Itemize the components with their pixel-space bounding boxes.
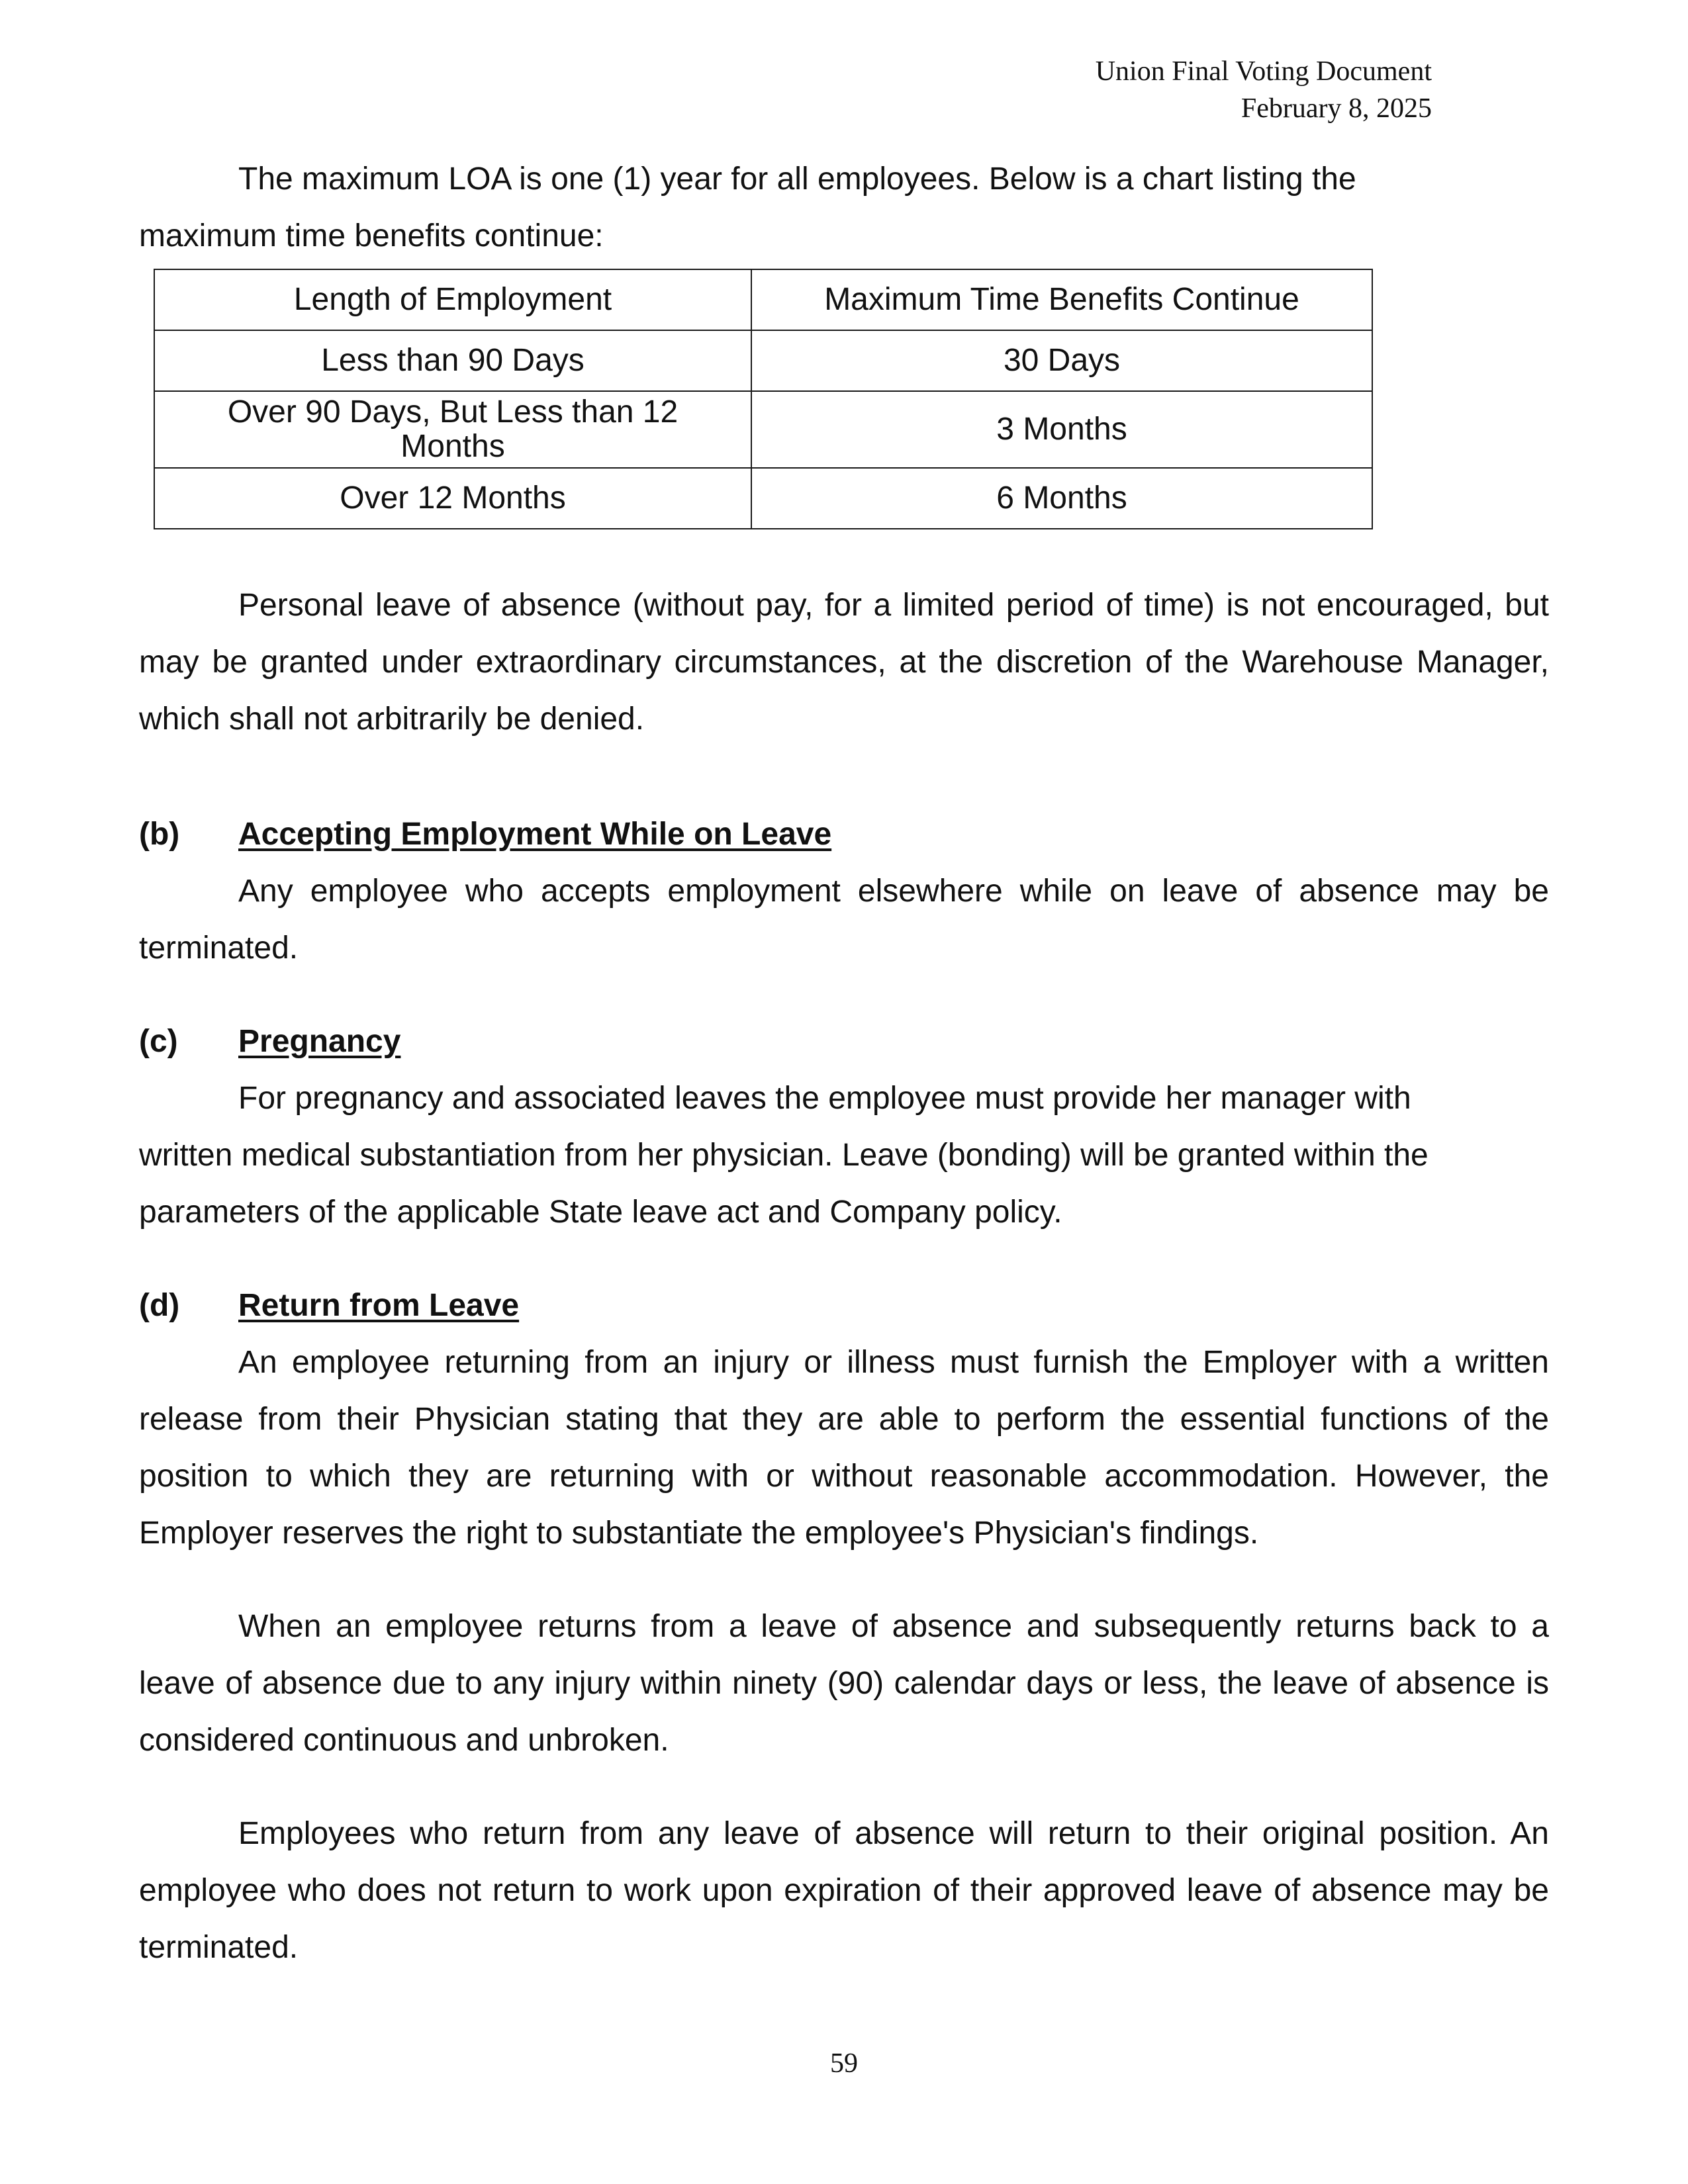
section-c-paragraph: For pregnancy and associated leaves the employee must provide her manager with written medical substantiation from her physician. Leave (bonding) will be granted within the parameters of the applicable State leave act and Company policy. [139, 1081, 1429, 1230]
intro-paragraph: The maximum LOA is one (1) year for all employees. Below is a chart listing the maximum time benefits continue: [139, 161, 1356, 253]
table-row [154, 391, 1372, 468]
section-b-paragraph: Any employee who accepts employment elsewhere while on leave of absence may be terminated. [139, 874, 1549, 966]
section-title: Return from Leave [238, 1288, 520, 1323]
benefits-table [154, 269, 1373, 529]
section-letter: (d) [139, 1288, 180, 1323]
table-row [154, 468, 1372, 529]
table-header-row [154, 269, 1372, 330]
personal-leave-paragraph: Personal leave of absence (without pay, for a limited period of time) is not encouraged, but may be granted under extraordinary circumstances, at the discretion of the Warehouse Manager, which shall not arbitrarily be denied. [139, 588, 1549, 737]
table-cell: 30 Days [751, 330, 1372, 391]
section-letter: (c) [139, 1024, 178, 1059]
table-cell: 6 Months [751, 468, 1372, 529]
section-d-paragraph: Employees who return from any leave of absence will return to their original position. An employee who does not return to work upon expiration of their approved leave of absence may be terminated. [139, 1816, 1549, 1965]
section-title: Accepting Employment While on Leave [238, 817, 832, 852]
table-header-cell: Maximum Time Benefits Continue [751, 269, 1372, 330]
table-cell: 3 Months [751, 391, 1372, 468]
table-cell-text: Over 90 Days, But Less than 12 Months [227, 394, 679, 464]
section-letter: (b) [139, 817, 180, 852]
page-number: 59 [830, 2048, 858, 2079]
section-d-paragraph: When an employee returns from a leave of absence and subsequently returns back to a leave of absence due to any injury within ninety (90) calendar days or less, the leave of absence is considered continuous and unbroken. [139, 1609, 1549, 1758]
header-date: February 8, 2025 [1241, 93, 1432, 124]
section-b-heading [139, 806, 1549, 863]
table-row [154, 330, 1372, 391]
section-c-heading [139, 1013, 1549, 1070]
page-content [139, 151, 1549, 1976]
section-d-paragraph: An employee returning from an injury or illness must furnish the Employer with a written release from their Physician stating that they are able to perform the essential functions of the position to which they are returning with or without reasonable accommodation. However, the Employer reserves the right to substantiate the employee's Physician's findings. [139, 1345, 1549, 1551]
header-title: Union Final Voting Document [1095, 56, 1432, 87]
section-d-heading [139, 1277, 1549, 1334]
table-header-cell: Length of Employment [154, 269, 751, 330]
section-title: Pregnancy [238, 1024, 401, 1059]
document-header [1096, 53, 1432, 127]
table-cell: Less than 90 Days [154, 330, 751, 391]
table-cell [154, 391, 751, 468]
table-cell: Over 12 Months [154, 468, 751, 529]
